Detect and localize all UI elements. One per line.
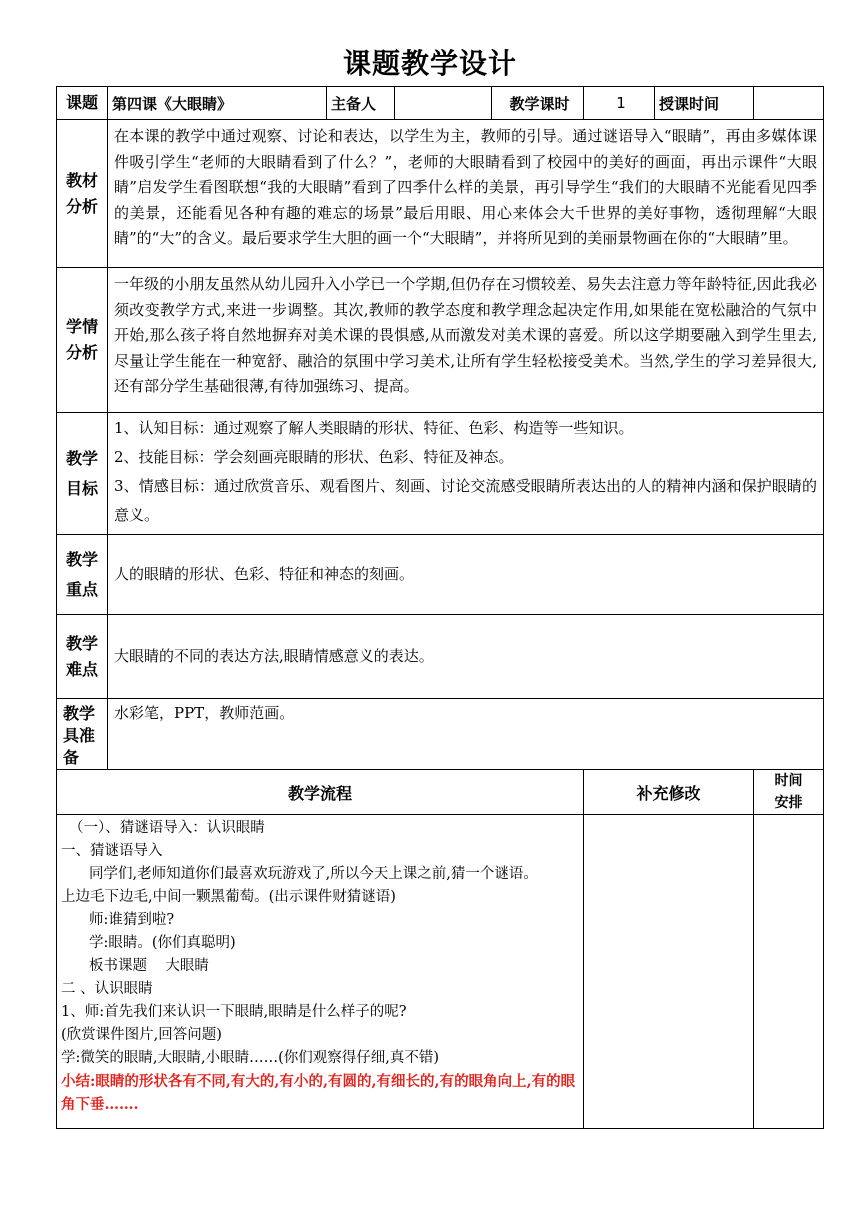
header-row: [57, 87, 824, 120]
student-text: [108, 268, 824, 413]
key-points-label-line1: 教学: [65, 549, 98, 569]
key-points-text: [108, 535, 824, 615]
flow-time-line2: 安排: [774, 795, 803, 811]
material-text: [108, 120, 824, 268]
goals-label: [57, 413, 108, 535]
flow-time-line1: 时间: [774, 773, 803, 789]
student-paragraph: 一年级的小朋友虽然从幼儿园升入小学已一个学期,但仍存在习惯较差、易失去注意力等年龄特征,因此我必须改变教学方式,来进一步调整。其次,教师的教学态度和教学理念起决定作用,如果能在宽松融洽的气氛中开始,那么孩子将自然地摒弃对美术课的畏惧感,从而激发对美术课的喜爱。所以这学期要融入到学生里去,尽量让学生能在一种宽舒、融洽的氛围中学习美术,让所有学生轻松接受美术。当然,学生的学习差异很大,还有部分学生基础很薄,有待加强练习、提高。: [114, 275, 818, 395]
prep-label-line3: 备: [63, 748, 80, 767]
flow-line: 一、猜谜语导入: [61, 843, 163, 859]
flow-line: 二 、认识眼睛: [61, 981, 153, 997]
page-title: 课题教学设计: [342, 47, 517, 80]
prep-row: [57, 699, 824, 770]
goals-row: [57, 413, 824, 535]
goal-item: 2、技能目标：学会刻画亮眼睛的形状、色彩、特征及神态。: [114, 448, 514, 466]
preparer-label: 主备人: [327, 87, 395, 120]
prep-paragraph: 水彩笔，PPT，教师范画。: [114, 704, 295, 722]
key-points-label: [57, 535, 108, 615]
flow-line: 上边毛下边毛,中间一颗黑葡萄。(出示课件财猜谜语): [61, 889, 396, 905]
student-label-line1: 学情: [65, 317, 98, 336]
difficulties-label-line2: 难点: [65, 659, 98, 679]
prep-label: [57, 699, 108, 770]
topic-value: 第四课《大眼睛》: [108, 87, 327, 120]
flow-time-cell: [754, 815, 824, 1129]
material-row: [57, 120, 824, 268]
lesson-plan-table: [56, 86, 824, 1129]
material-label: [57, 120, 108, 268]
material-paragraph: 在本课的教学中通过观察、讨论和表达，以学生为主，教师的引导。通过谜语导入“眼睛”，再由多媒体课件吸引学生“老师的大眼睛看到了什么？”，老师的大眼睛看到了校园中的美好的画面，再出示课件“大眼睛”启发学生看图联想“我的大眼睛”看到了四季什么样的美景，再引导学生“我们的大眼睛不光能看见四季的美景，还能看见各种有趣的难忘的场景”最后用眼、用心来体会大千世界的美好事物，透彻理解“大眼睛”的“大”的含义。最后要求学生大胆的画一个“大眼睛”，并将所见到的美丽景物画在你的“大眼睛”里。: [114, 127, 818, 247]
goals-label-line1: 教学: [65, 448, 98, 468]
key-points-label-line2: 重点: [65, 579, 98, 599]
difficulties-text: [108, 615, 824, 699]
flow-line: （一）、猜谜语导入：认识眼睛: [69, 820, 265, 836]
flow-line: (欣赏课件图片,回答问题): [61, 1027, 222, 1043]
key-points-row: [57, 535, 824, 615]
time-label: 授课时间: [655, 87, 754, 120]
flow-line: 板书课题 大眼睛: [89, 958, 209, 974]
hours-value: 1: [584, 87, 655, 120]
hours-label: 教学课时: [492, 87, 584, 120]
flow-process-header: 教学流程: [57, 770, 584, 815]
flow-line: 1、师:首先我们来认识一下眼睛,眼睛是什么样子的呢?: [61, 1004, 407, 1020]
preparer-value: [395, 87, 492, 120]
flow-supplement-header: 补充修改: [584, 770, 754, 815]
flow-content: [57, 815, 584, 1129]
goals-label-line2: 目标: [65, 478, 98, 498]
student-row: [57, 268, 824, 413]
prep-label-line2: 具准: [63, 726, 96, 745]
flow-header-row: [57, 770, 824, 815]
student-label-line2: 分析: [65, 343, 98, 362]
goal-item: 3、情感目标：通过欣赏音乐、观看图片、刻画、讨论交流感受眼睛所表达出的人的精神内涵和保护眼睛的意义。: [114, 477, 818, 524]
flow-line: 同学们,老师知道你们最喜欢玩游戏了,所以今天上课之前,猜一个谜语。: [89, 866, 538, 882]
material-label-line2: 分析: [65, 196, 98, 216]
material-label-line1: 教材: [65, 170, 98, 190]
flow-time-header: [754, 770, 824, 815]
topic-label: 课题: [57, 87, 108, 120]
difficulties-row: [57, 615, 824, 699]
flow-supplement-cell: [584, 815, 754, 1129]
difficulties-paragraph: 大眼睛的不同的表达方法,眼睛情感意义的表达。: [114, 646, 434, 665]
goal-item: 1、认知目标：通过观察了解人类眼睛的形状、特征、色彩、构造等一些知识。: [114, 419, 634, 437]
difficulties-label-line1: 教学: [65, 633, 98, 653]
key-points-paragraph: 人的眼睛的形状、色彩、特征和神态的刻画。: [114, 564, 415, 583]
time-value: [754, 87, 824, 120]
student-label: [57, 268, 108, 413]
flow-summary: 小结:眼睛的形状各有不同,有大的,有小的,有圆的,有细长的,有的眼角向上,有的眼角下垂…….: [61, 1073, 576, 1113]
flow-line: 学:微笑的眼睛,大眼睛,小眼睛……(你们观察得仔细,真不错): [61, 1050, 440, 1066]
flow-line: 师:谁猜到啦?: [89, 912, 175, 928]
goals-text: [108, 413, 824, 535]
flow-line: 学:眼睛。(你们真聪明): [89, 935, 236, 951]
prep-label-line1: 教学: [63, 704, 96, 723]
prep-text: [108, 699, 824, 770]
flow-content-row: [57, 815, 824, 1129]
difficulties-label: [57, 615, 108, 699]
